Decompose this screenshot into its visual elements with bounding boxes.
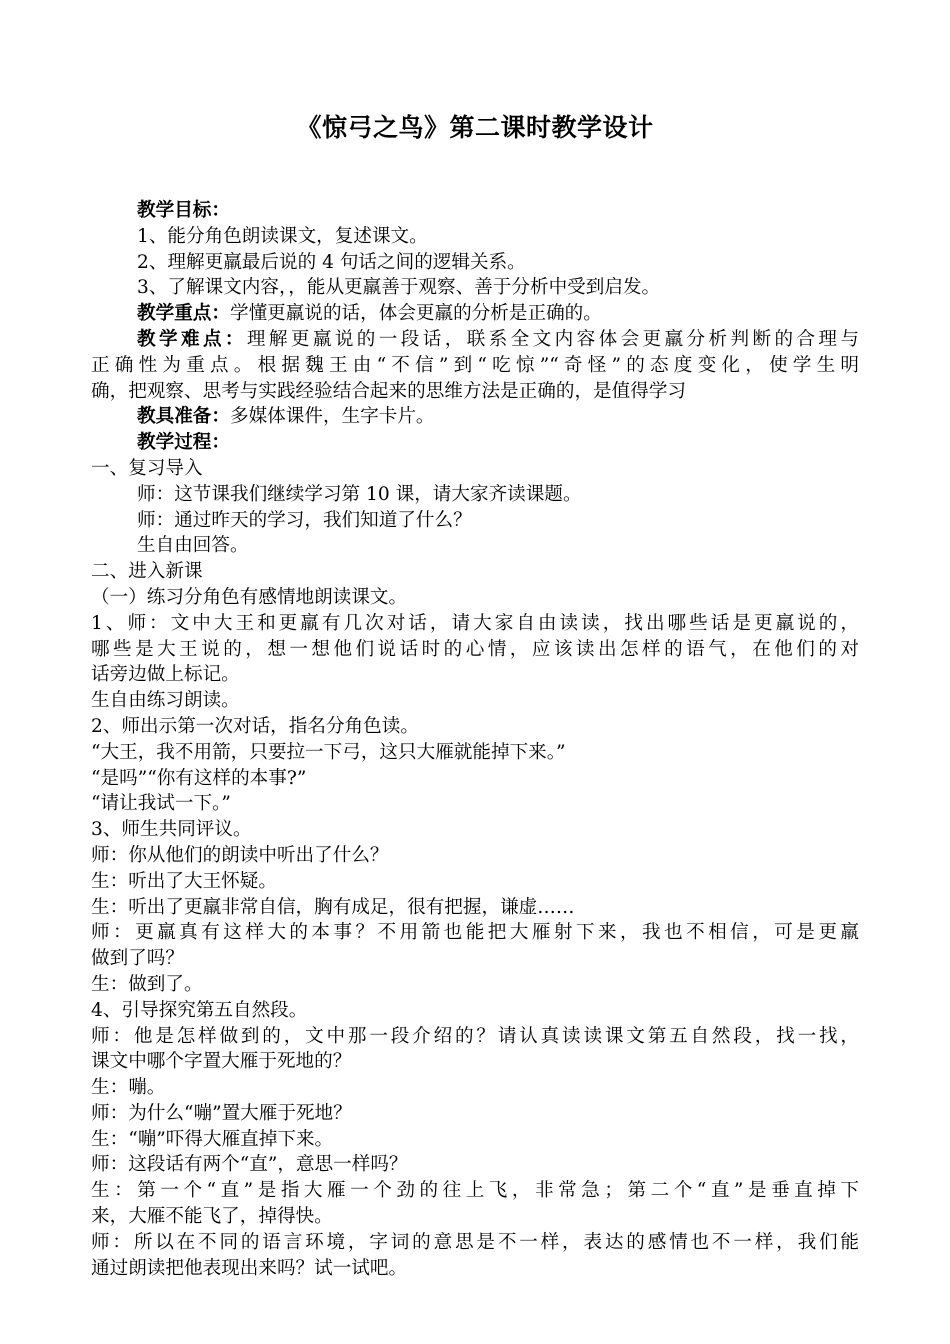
- dialogue-line: 通过朗读把他表现出来吗？试一试吧。: [91, 1257, 408, 1279]
- paragraph-line: 话旁边做上标记。: [91, 664, 240, 686]
- dialogue-quote: “请让我试一下。”: [91, 793, 231, 815]
- paragraph-line: 生自由练习朗读。: [91, 690, 240, 712]
- materials: [91, 404, 859, 430]
- process-heading: 教学过程：: [137, 432, 230, 454]
- dialogue-line: 师：为什么“嘣”置大雁于死地？: [91, 1102, 352, 1124]
- objective-item: 2、理解更羸最后说的 4 句话之间的逻辑关系。: [137, 251, 526, 273]
- paragraph-line: 师：通过昨天的学习，我们知道了什么？: [137, 509, 472, 531]
- difficulty-line: 正确性为重点。根据魏王由“不信”到“吃惊”“奇怪”的态度变化，使学生明: [91, 354, 859, 376]
- dialogue-line: 师：更羸真有这样大的本事？不用箭也能把大雁射下来，我也不相信，可是更羸: [91, 922, 859, 944]
- dialogue-line: 生：听出了更羸非常自信，胸有成足，很有把握，谦虚……: [91, 896, 575, 918]
- paragraph-line: 3、师生共同评议。: [91, 819, 252, 841]
- dialogue-line: 来，大雁不能飞了，掉得快。: [91, 1206, 333, 1228]
- key-point: [91, 301, 859, 327]
- objective-item: 1、能分角色朗读课文，复述课文。: [137, 225, 428, 247]
- dialogue-line: 师：他是怎样做到的，文中那一段介绍的？请认真读读课文第五自然段，找一找，: [91, 1025, 859, 1047]
- difficulty-line: 确，把观察、思考与实践经验结合起来的思维方法是正确的，是值得学习: [91, 380, 687, 402]
- subsection-heading: （一）练习分角色有感情地朗读课文。: [91, 586, 408, 608]
- dialogue-line: 课文中哪个字置大雁于死地的？: [91, 1051, 352, 1073]
- dialogue-line: 生：第一个“直”是指大雁一个劲的往上飞，非常急；第二个“直”是垂直掉下: [91, 1180, 859, 1202]
- dialogue-line: 做到了吗？: [91, 948, 184, 970]
- paragraph-line: 4、引导探究第五自然段。: [91, 999, 308, 1021]
- key-point-text: 学懂更羸说的话，体会更羸的分析是正确的。: [229, 303, 602, 325]
- dialogue-line: 师：你从他们的朗读中听出了什么？: [91, 844, 389, 866]
- paragraph-line: 1、师：文中大王和更羸有几次对话，请大家自由读读，找出哪些话是更羸说的，: [91, 612, 859, 634]
- paragraph-line: 生自由回答。: [137, 535, 249, 557]
- document-title: 《惊弓之鸟》第二课时教学设计: [296, 113, 654, 142]
- materials-label: 教具准备：: [137, 406, 230, 428]
- section-heading: 二、进入新课: [91, 561, 203, 583]
- dialogue-line: 生：听出了大王怀疑。: [91, 870, 277, 892]
- objective-item: 3、了解课文内容，，能从更羸善于观察、善于分析中受到启发。: [137, 277, 661, 299]
- paragraph-line: 哪些是大王说的，想一想他们说话时的心情，应该读出怎样的语气，在他们的对: [91, 638, 859, 660]
- dialogue-line: 师：这段话有两个“直”，意思一样吗？: [91, 1154, 408, 1176]
- document-body: [91, 198, 859, 1281]
- materials-text: 多媒体课件，生字卡片。: [229, 406, 435, 428]
- objectives-heading: 教学目标：: [137, 200, 230, 221]
- dialogue-line: 生：做到了。: [91, 973, 203, 995]
- dialogue-line: 师：所以在不同的语言环境，字词的意思是不一样，表达的感情也不一样，我们能: [91, 1231, 859, 1253]
- section-heading: 一、复习导入: [91, 457, 203, 479]
- dialogue-line: 生：“嘣”吓得大雁直掉下来。: [91, 1128, 334, 1150]
- dialogue-line: 生：嘣。: [91, 1077, 166, 1099]
- dialogue-quote: “是吗”“你有这样的本事?”: [91, 767, 307, 789]
- difficulty-line: [91, 327, 859, 353]
- difficulty-label: 教学难点：: [137, 328, 247, 350]
- paragraph-line: 2、师出示第一次对话，指名分角色读。: [91, 715, 419, 737]
- dialogue-quote: “大王，我不用箭，只要拉一下弓，这只大雁就能掉下来。”: [91, 741, 566, 763]
- paragraph-line: 师：这节课我们继续学习第 10 课，请大家齐读课题。: [137, 483, 582, 505]
- key-point-label: 教学重点：: [137, 303, 230, 325]
- difficulty-text: 理解更羸说的一段话，联系全文内容体会更羸分析判断的合理与: [246, 328, 859, 350]
